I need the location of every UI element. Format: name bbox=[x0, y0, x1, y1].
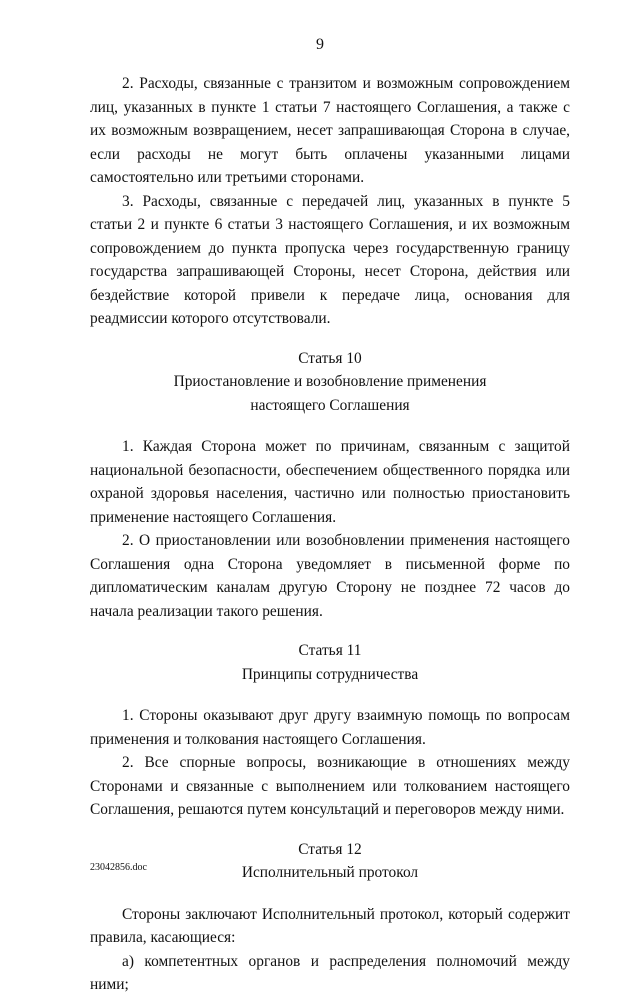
paragraph-2-expenses-transit: 2. Расходы, связанные с транзитом и возможным сопровождением лиц, указанных в пункте 1 статьи 7 настоящего Соглашения, а также с их возможным возвращением, несет запрашивающая Сторона в случае, если расходы не могут быть оплачены указанными лицами самостоятельно или третьими сторонами. bbox=[90, 75, 570, 186]
article-11-number: Статья 11 bbox=[298, 642, 362, 659]
page-number: 9 bbox=[316, 36, 324, 53]
article-12-item-a: а) компетентных органов и распределения полномочий между ними; bbox=[90, 952, 570, 993]
article-10-title-line1: Приостановление и возобновление применения bbox=[173, 373, 487, 390]
article-12-title: Исполнительный протокол bbox=[241, 864, 419, 881]
article-12-paragraph-1: Стороны заключают Исполнительный протокол, который содержит правила, касающиеся: bbox=[90, 905, 570, 946]
document-body bbox=[90, 72, 570, 997]
article-11-paragraph-1: 1. Стороны оказывают друг другу взаимную помощь по вопросам применения и толкования настоящего Соглашения. bbox=[90, 707, 570, 748]
article-10-number: Статья 10 bbox=[298, 349, 362, 367]
article-10-paragraph-2: 2. О приостановлении или возобновлении применения настоящего Соглашения одна Сторона уведомляет в письменной форме по дипломатическим каналам другую Сторону не позднее 72 часов до начала реализации такого решения. bbox=[90, 532, 570, 620]
paragraph-3-expenses-transfer: 3. Расходы, связанные с передачей лиц, указанных в пункте 5 статьи 2 и пункте 6 статьи 3 настоящего Соглашения, и их возможным сопровождением до пункта пропуска через государственную границу государства запрашивающей Стороны, несет Сторона, действия или бездействие которой привели к передаче лица, основания для реадмиссии которого отсутствовали. bbox=[90, 192, 570, 327]
article-10-title-line2: настоящего Соглашения bbox=[250, 396, 410, 414]
document-file-code: 23042856.doc bbox=[90, 862, 147, 873]
article-11-paragraph-2: 2. Все спорные вопросы, возникающие в отношениях между Сторонами и связанные с выполнением или толкованием настоящего Соглашения, решаются путем консультаций и переговоров между ними. bbox=[90, 754, 570, 818]
article-11-title: Принципы сотрудничества bbox=[241, 665, 419, 683]
article-10-paragraph-1: 1. Каждая Сторона может по причинам, связанным с защитой национальной безопасности, обеспечением общественного порядка или охраной здоровья населения, частично или полностью приостановить применение настоящего Соглашения. bbox=[90, 438, 570, 526]
article-12-number: Статья 12 bbox=[298, 840, 362, 858]
